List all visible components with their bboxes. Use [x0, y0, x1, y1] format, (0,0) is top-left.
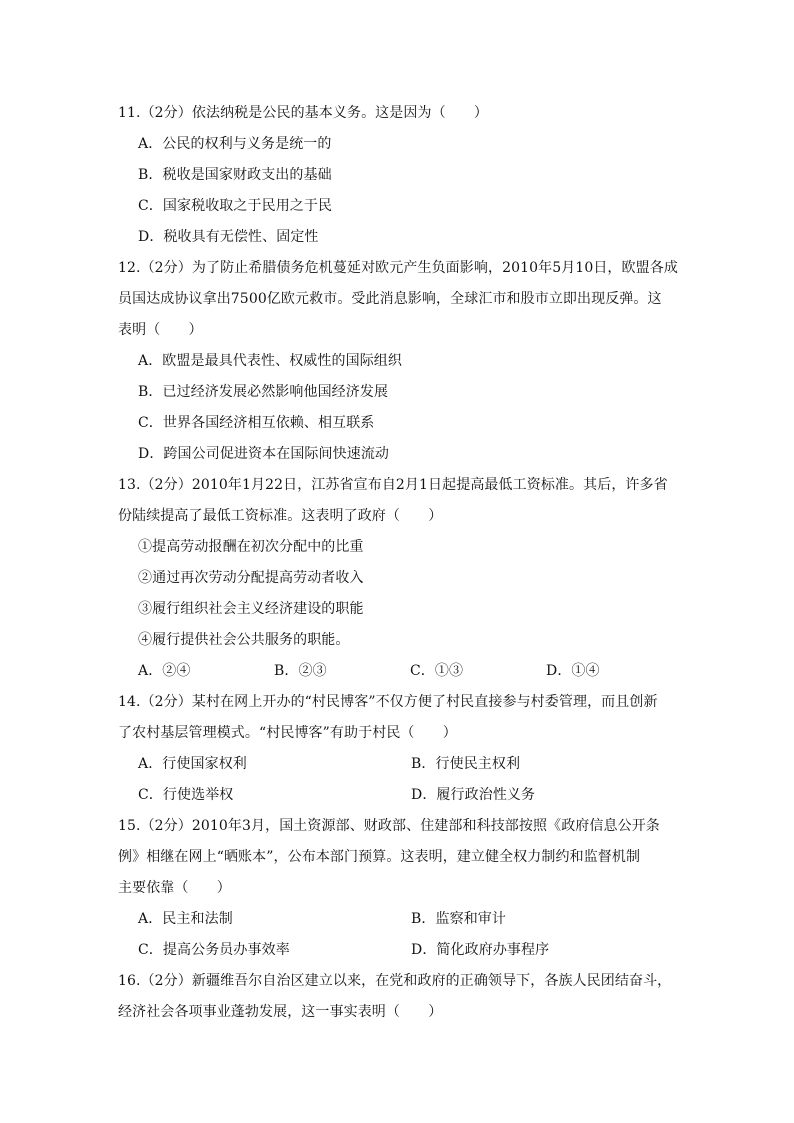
option-c: C．行使选举权	[138, 787, 234, 803]
options-row	[118, 780, 688, 811]
question-stem-cont: 员国达成协议拿出7500亿欧元救市。受此消息影响，全球汇市和股市立即出现反弹。这	[118, 291, 662, 307]
option-d: D．①④	[546, 663, 600, 679]
question-stem-cont: 主要依靠（ ）	[118, 880, 231, 896]
statement-1: ①提高劳动报酬在初次分配中的比重	[138, 539, 364, 555]
options-row	[118, 656, 688, 687]
question-13	[118, 470, 688, 687]
question-stem-cont: 例》相继在网上“晒账本”，公布本部门预算。这表明，建立健全权力制约和监督机制	[118, 849, 641, 865]
question-stem: 12.（2分）为了防止希腊债务危机蔓延对欧元产生负面影响，2010年5月10日，欧盟各成	[118, 260, 678, 276]
option-a: A．②④	[138, 663, 191, 679]
question-11	[118, 98, 688, 253]
question-stem: 15.（2分）2010年3月，国土资源部、财政部、住建部和科技部按照《政府信息公开条	[118, 818, 660, 834]
question-stem: 16.（2分）新疆维吾尔自治区建立以来，在党和政府的正确领导下，各族人民团结奋斗，	[118, 973, 672, 989]
option-c: C．提高公务员办事效率	[138, 942, 290, 958]
option-c: C．①③	[410, 663, 464, 679]
question-stem-cont: 份陆续提高了最低工资标准。这表明了政府（ ）	[118, 508, 443, 524]
option-b: B．税收是国家财政支出的基础	[138, 167, 332, 183]
option-a: A．公民的权利与义务是统一的	[138, 136, 332, 152]
option-a: A．行使国家权利	[138, 756, 247, 772]
question-stem: 14.（2分）某村在网上开办的“村民博客”不仅方便了村民直接参与村委管理，而且创新	[118, 694, 658, 710]
option-c: C．世界各国经济相互依赖、相互联系	[138, 415, 375, 431]
statement-3: ③履行组织社会主义经济建设的职能	[138, 601, 364, 617]
question-15	[118, 811, 688, 966]
option-d: D．履行政治性义务	[411, 787, 536, 803]
option-b: B．已过经济发展必然影响他国经济发展	[138, 384, 389, 400]
question-16	[118, 966, 688, 1028]
option-c: C．国家税收取之于民用之于民	[138, 198, 333, 214]
options-row	[118, 935, 688, 966]
options-row	[118, 904, 688, 935]
option-d: D．税收具有无偿性、固定性	[138, 229, 319, 245]
question-stem: 13.（2分）2010年1月22日，江苏省宣布自2月1日起提高最低工资标准。其后，许多省	[118, 477, 668, 493]
options-row	[118, 749, 688, 780]
question-14	[118, 687, 688, 811]
question-stem-cont: 经济社会各项事业蓬勃发展，这一事实表明（ ）	[118, 1004, 443, 1020]
option-d: D．跨国公司促进资本在国际间快速流动	[138, 446, 390, 462]
question-stem: 11.（2分）依法纳税是公民的基本义务。这是因为（ ）	[118, 105, 488, 121]
question-list	[118, 98, 688, 1028]
option-a: A．民主和法制	[138, 911, 233, 927]
option-a: A．欧盟是最具代表性、权威性的国际组织	[138, 353, 403, 369]
option-b: B．②③	[274, 663, 327, 679]
option-b: B．监察和审计	[411, 911, 506, 927]
statement-4: ④履行提供社会公共服务的职能。	[138, 632, 350, 648]
option-d: D．简化政府办事程序	[411, 942, 550, 958]
question-stem-cont: 表明（ ）	[118, 322, 203, 338]
option-b: B．行使民主权利	[411, 756, 521, 772]
question-12	[118, 253, 688, 470]
statement-2: ②通过再次劳动分配提高劳动者收入	[138, 570, 364, 586]
question-stem-cont: 了农村基层管理模式。“村民博客”有助于村民（ ）	[118, 725, 457, 741]
